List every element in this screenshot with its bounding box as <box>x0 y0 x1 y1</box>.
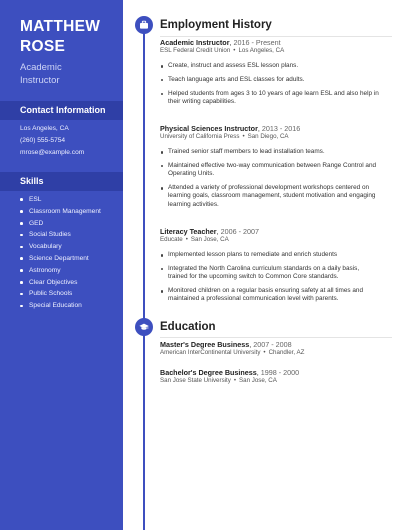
graduation-cap-icon <box>135 318 153 336</box>
skill-item: Clear Objectives <box>20 277 101 289</box>
education-school: San Jose State University <box>160 377 231 384</box>
job-bullet: Attended a variety of professional development workshops centered on learning goals, classroom management, student motivation and engaging learning activities. <box>160 184 380 209</box>
skill-item: GED <box>20 218 101 230</box>
employment-heading: Employment History <box>160 19 272 31</box>
name-first: MATTHEW <box>20 18 101 35</box>
sidebar <box>0 0 123 530</box>
education-dates: 1998 - 2000 <box>260 368 300 377</box>
contact-heading: Contact Information <box>20 105 106 115</box>
skill-item: Social Studies <box>20 229 101 241</box>
education-meta: American InterContinental University • Chandler, AZ <box>160 349 305 356</box>
employment-divider <box>160 36 392 37</box>
skill-item: Classroom Management <box>20 206 101 218</box>
job-location: Los Angeles, CA <box>238 47 285 54</box>
briefcase-icon-glyph <box>139 20 149 30</box>
education-title-line: Bachelor's Degree Business, 1998 - 2000 <box>160 368 300 377</box>
briefcase-icon <box>135 16 153 34</box>
job-bullet: Teach language arts and ESL classes for adults. <box>160 76 380 84</box>
job-title: Academic Instructor <box>160 38 230 47</box>
job-title-line: Academic Instructor, 2016 - Present <box>160 38 281 47</box>
job-dates: 2013 - 2016 <box>261 124 301 133</box>
job-bullet: Integrated the North Carolina curriculum standards on a daily basis, trained for the upcoming switch to Common Core standards. <box>160 265 380 282</box>
timeline-line <box>143 26 145 530</box>
candidate-role <box>20 61 120 87</box>
education-heading: Education <box>160 321 216 333</box>
job-title-line: Literacy Teacher, 2006 - 2007 <box>160 227 259 236</box>
job-title: Literacy Teacher <box>160 227 217 236</box>
contact-phone: (260) 555-5754 <box>20 137 66 144</box>
job-bullet: Implemented lesson plans to remediate and enrich students <box>160 251 380 259</box>
job-bullets <box>160 148 380 215</box>
job-employer: University of California Press <box>160 133 240 140</box>
job-title-line: Physical Sciences Instructor, 2013 - 2016 <box>160 124 301 133</box>
job-meta: University of California Press • San Diego, CA <box>160 133 289 140</box>
job-meta: Educate • San Jose, CA <box>160 236 229 243</box>
education-divider <box>160 337 392 338</box>
contact-location: Los Angeles, CA <box>20 125 69 132</box>
job-location: San Jose, CA <box>190 236 229 243</box>
job-dates: 2016 - Present <box>233 38 281 47</box>
education-meta: San Jose State University • San Jose, CA <box>160 377 277 384</box>
job-bullet: Helped students from ages 3 to 10 years of age learn ESL and also help in their writing capabilities. <box>160 90 380 107</box>
contact-email[interactable]: mrose@example.com <box>20 149 85 156</box>
skills-section-band <box>0 172 123 191</box>
job-employer: ESL Federal Credit Union <box>160 47 231 54</box>
name-last: ROSE <box>20 38 66 55</box>
job-dates: 2006 - 2007 <box>220 227 259 236</box>
education-degree: Master's Degree Business <box>160 340 250 349</box>
job-meta: ESL Federal Credit Union • Los Angeles, CA <box>160 47 285 54</box>
skill-item: Astronomy <box>20 265 101 277</box>
role-line-2: Instructor <box>20 75 60 86</box>
job-location: San Diego, CA <box>247 133 289 140</box>
skill-item: Special Education <box>20 300 101 312</box>
skill-item: Public Schools <box>20 288 101 300</box>
graduation-cap-icon-glyph <box>139 322 149 332</box>
job-bullet: Trained senior staff members to lead installation teams. <box>160 148 380 156</box>
skill-item: Vocabulary <box>20 241 101 253</box>
education-title-line: Master's Degree Business, 2007 - 2008 <box>160 340 292 349</box>
role-line-1: Academic <box>20 62 62 73</box>
education-school: American InterContinental University <box>160 349 261 356</box>
job-bullets <box>160 62 380 112</box>
education-degree: Bachelor's Degree Business <box>160 368 257 377</box>
job-bullets <box>160 251 380 309</box>
job-employer: Educate <box>160 236 183 243</box>
skills-list <box>20 194 101 312</box>
candidate-name <box>20 17 120 57</box>
skills-heading: Skills <box>20 176 44 186</box>
job-title: Physical Sciences Instructor <box>160 124 258 133</box>
job-bullet: Maintained effective two-way communication between Range Control and Operating Units. <box>160 162 380 179</box>
skill-item: ESL <box>20 194 101 206</box>
job-bullet: Monitored children on a regular basis ensuring safety at all times and maintained a professional communication level with parents. <box>160 287 380 304</box>
education-location: Chandler, AZ <box>268 349 305 356</box>
education-location: San Jose, CA <box>239 377 277 384</box>
job-bullet: Create, instruct and assess ESL lesson plans. <box>160 62 380 70</box>
education-dates: 2007 - 2008 <box>253 340 292 349</box>
skill-item: Science Department <box>20 253 101 265</box>
